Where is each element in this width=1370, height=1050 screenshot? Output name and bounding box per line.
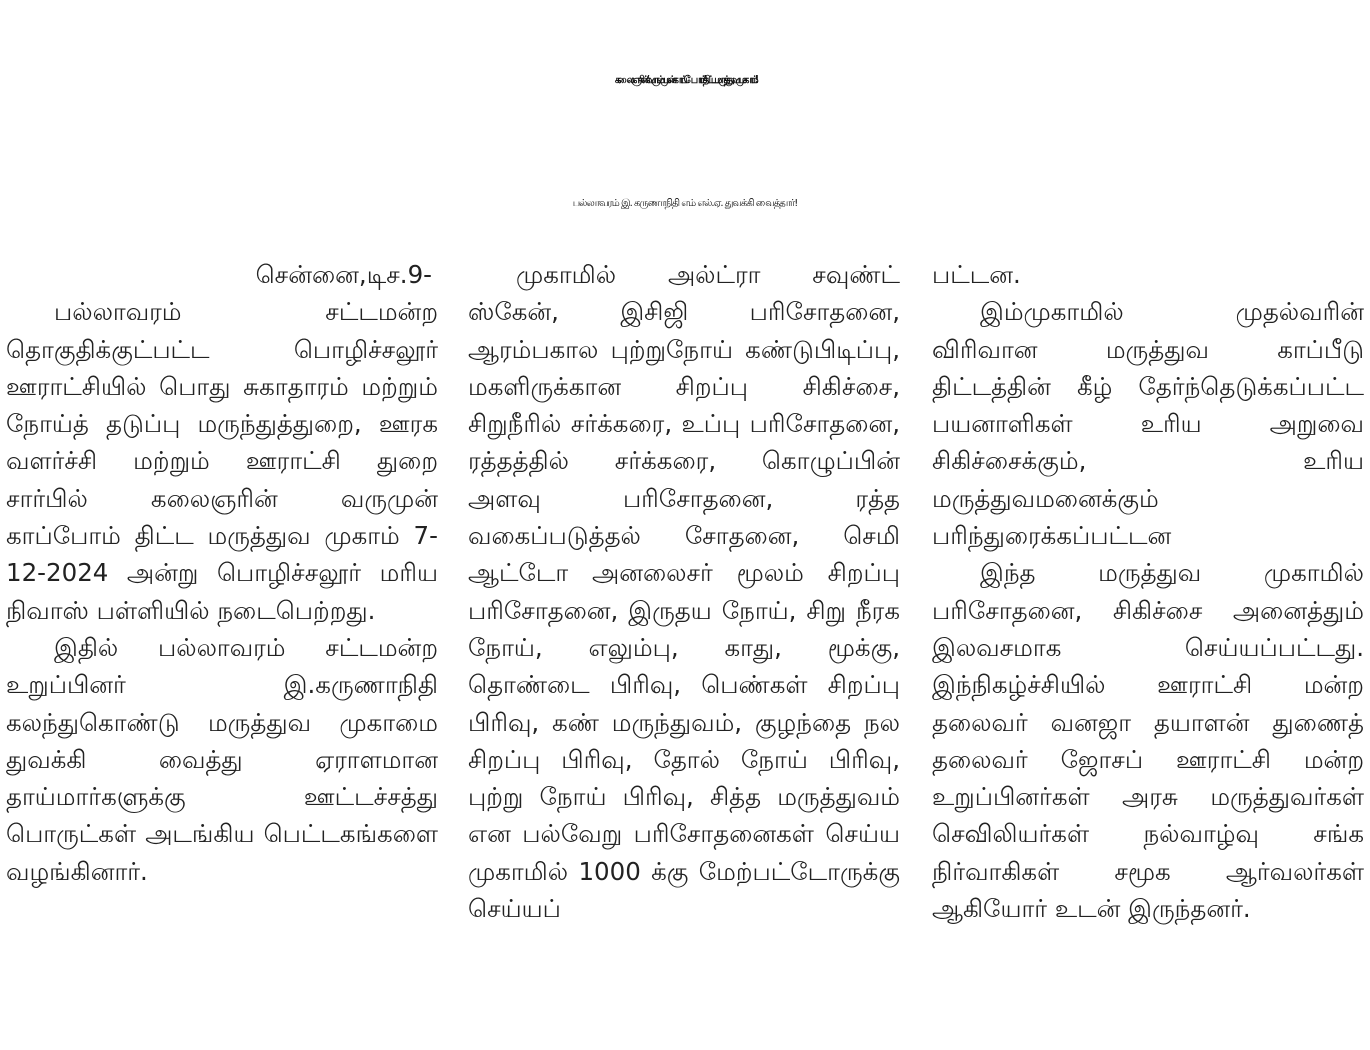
article-paragraph: முகாமில் அல்ட்ரா சவுண்ட் ஸ்கேன், இசிஜி பரிசோதனை, ஆரம்பகால புற்றுநோய் கண்டுபிடிப்பு, மகளிருக்கான சிறப்பு சிகிச்சை, சிறுநீரில் சர்க்கரை, உப்பு பரிசோதனை, ரத்தத்தில் சர்க்கரை, கொழுப்பின் அளவு பரிசோதனை, ரத்த வகைப்படுத்தல் சோதனை, செமி ஆட்டோ அனலைசர் மூலம் சிறப்பு பரிசோதனை, இருதய நோய், சிறு நீரக நோய், எலும்பு, காது, மூக்கு, தொண்டை பிரிவு, பெண்கள் சிறப்பு பிரிவு, கண் மருந்துவம், குழந்தை நல சிறப்பு பிரிவு, தோல் நோய் பிரிவு, புற்று நோய் பிரிவு, சித்த மருத்துவம் என பல்வேறு பரிசோதனைகள் செய்ய முகாமில் 1000 க்கு மேற்பட்டோருக்கு செய்யப் bbox=[468, 260, 900, 924]
article-column-1 bbox=[6, 256, 438, 1050]
article-paragraph: இந்த மருத்துவ முகாமில் பரிசோதனை, சிகிச்சை அனைத்தும் இலவசமாக செய்யப்பட்டது. இந்நிகழ்ச்சியில் ஊராட்சி மன்ற தலைவர் வனஜா தயாளன் துணைத் தலைவர் ஜோசப் ஊராட்சி மன்ற உறுப்பினர்கள் அரசு மருத்துவர்கள் செவிலியர்கள் நல்வாழ்வு சங்க நிர்வாகிகள் சமூக ஆர்வலர்கள் ஆகியோர் உடன் இருந்தனர். bbox=[932, 558, 1364, 924]
headline: கலைஞரின் ‘வரும் முன் காப்போம்’ திட்ட மருத்துவ முகாம்! bbox=[614, 74, 756, 87]
subheadline: பல்லாவரம் இ. கருணாநிதி எம் எல்.ஏ. துவக்கி வைத்தார்! bbox=[572, 198, 798, 209]
article-column-3 bbox=[932, 256, 1364, 1050]
article-paragraph: பல்லாவரம் சட்டமன்ற தொகுதிக்குட்பட்ட பொழிச்சலூர் ஊராட்சியில் பொது சுகாதாரம் மற்றும் நோய்த் தடுப்பு மருந்துத்துறை, ஊரக வளர்ச்சி மற்றும் ஊராட்சி துறை சார்பில் கலைஞரின் வருமுன் காப்போம் திட்ட மருத்துவ முகாம் 7-12-2024 அன்று பொழிச்சலூர் மரிய நிவாஸ் பள்ளியில் நடைபெற்றது. bbox=[6, 297, 438, 625]
article-paragraph: இம்முகாமில் முதல்வரின் விரிவான மருத்துவ காப்பீடு திட்டத்தின் கீழ் தேர்ந்தெடுக்கப்பட்ட பயனாளிகள் உரிய அறுவை சிகிச்சைக்கும், உரிய மருத்துவமனைக்கும் பரிந்துரைக்கப்பட்டன bbox=[932, 297, 1364, 551]
article-paragraph: இதில் பல்லாவரம் சட்டமன்ற உறுப்பினர் இ.கருணாநிதி கலந்துகொண்டு மருத்துவ முகாமை துவக்கி வைத்து ஏராளமான தாய்மார்களுக்கு ஊட்டச்சத்து பொருட்கள் அடங்கிய பெட்டகங்களை வழங்கினார். bbox=[6, 632, 438, 886]
dateline: சென்னை,டிச.9- bbox=[255, 260, 432, 289]
article-column-2 bbox=[468, 256, 900, 1050]
article-paragraph: பட்டன. bbox=[932, 260, 1021, 289]
